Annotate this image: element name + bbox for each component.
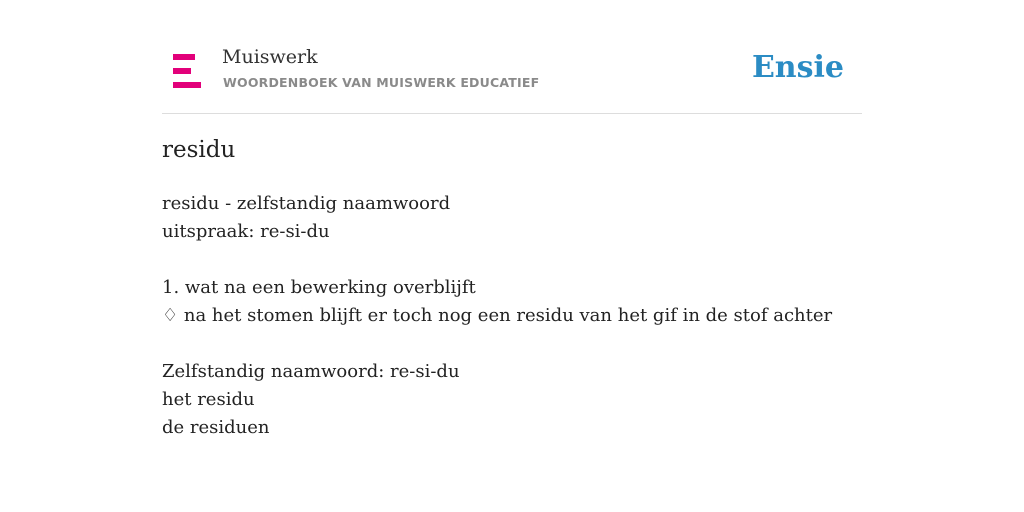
definition-line [162,246,862,274]
definition-line: uitspraak: re-si-du [162,221,330,242]
header [162,40,862,114]
logo-bar-top [173,54,195,60]
page-title: residu [162,137,236,163]
definition-line: de residuen [162,417,270,438]
brand-subtitle: WOORDENBOEK VAN MUISWERK EDUCATIEF [223,75,540,90]
definition-line: het residu [162,389,255,410]
definition-line [162,330,862,358]
ensie-logo-link[interactable]: Ensie [751,50,844,85]
definition-line: 1. wat na een bewerking overblijft [162,277,476,298]
definition-line: ♢ na het stomen blijft er toch nog een residu van het gif in de stof achter [162,305,833,326]
logo-bar-bottom [173,82,201,88]
definition-line: residu - zelfstandig naamwoord [162,193,451,214]
muiswerk-logo-icon[interactable] [173,54,201,88]
brand-title[interactable]: Muiswerk [222,46,318,68]
definition-line: Zelfstandig naamwoord: re-si-du [162,361,460,382]
definition-body [162,190,862,442]
logo-bar-middle [173,68,191,74]
